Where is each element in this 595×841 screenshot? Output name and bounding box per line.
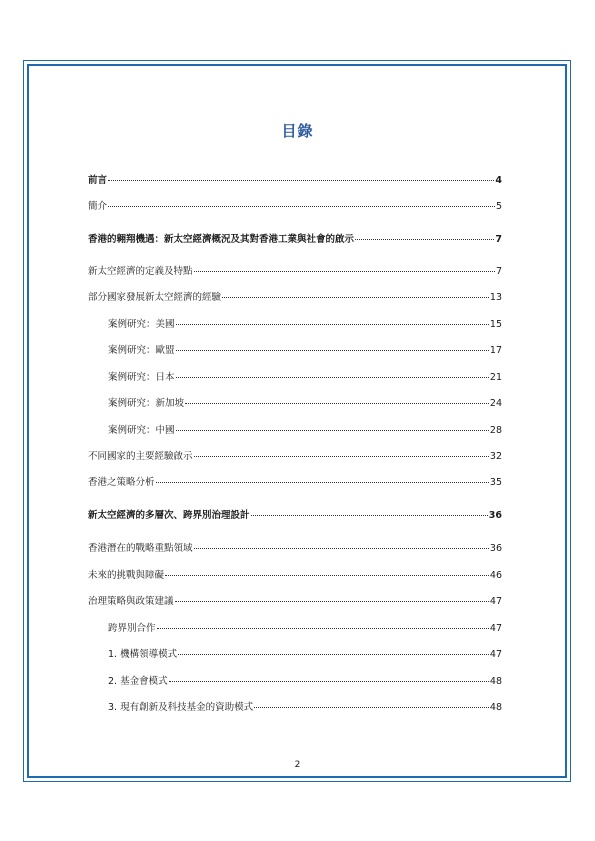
toc-entry[interactable] <box>108 425 502 437</box>
toc-entry-label: 案例研究：新加坡 <box>108 398 185 409</box>
toc-entry-page: 15 <box>489 319 502 330</box>
toc-entry[interactable] <box>108 372 502 384</box>
toc-entry-page: 21 <box>489 372 502 383</box>
toc-entry[interactable] <box>88 596 502 608</box>
toc-entry-page: 7 <box>495 266 502 277</box>
toc-entry[interactable] <box>108 702 502 714</box>
toc-entry-page: 46 <box>489 570 502 581</box>
toc-entry-label: 案例研究：日本 <box>108 372 175 383</box>
toc-entry-page: 36 <box>488 510 502 521</box>
toc-entry[interactable] <box>108 676 502 688</box>
toc-leader <box>194 456 489 457</box>
toc-leader <box>157 628 489 629</box>
toc-leader <box>254 707 489 708</box>
toc-entry-page: 24 <box>489 398 502 409</box>
toc-title: 目錄 <box>281 122 314 140</box>
toc-leader <box>175 601 489 602</box>
toc-entry[interactable] <box>88 543 502 555</box>
toc-entry[interactable] <box>88 292 502 304</box>
toc-leader <box>251 515 488 516</box>
toc-entry-page: 7 <box>495 234 502 245</box>
toc-entry-label: 香港的翱翔機遇：新太空經濟概況及其對香港工業與社會的啟示 <box>88 234 355 245</box>
toc-entry[interactable] <box>88 201 502 213</box>
toc-leader <box>178 654 489 655</box>
toc-leader <box>108 180 494 181</box>
toc-entry[interactable] <box>88 510 502 522</box>
toc-entry[interactable] <box>88 175 502 187</box>
page-number: 2 <box>294 760 301 770</box>
toc-leader <box>176 377 489 378</box>
toc-entry-label: 新太空經濟的定義及特點 <box>88 266 193 277</box>
toc-entry-label: 未來的挑戰與障礙 <box>88 570 165 581</box>
toc-leader <box>194 548 489 549</box>
toc-entry[interactable] <box>88 266 502 278</box>
toc-entry-label: 新太空經濟的多層次、跨界別治理設計 <box>88 510 250 521</box>
toc-entry-label: 前言 <box>88 175 108 186</box>
toc-leader <box>169 681 489 682</box>
toc-entry-label: 部分國家發展新太空經濟的經驗 <box>88 292 222 303</box>
toc-leader <box>108 206 495 207</box>
toc-entry-page: 48 <box>489 676 502 687</box>
toc-entry[interactable] <box>88 477 502 489</box>
toc-entry-label: 治理策略與政策建議 <box>88 596 174 607</box>
toc-entry[interactable] <box>108 345 502 357</box>
toc-leader <box>185 403 489 404</box>
toc-entry-page: 47 <box>489 596 502 607</box>
toc-entry-label: 2. 基金會模式 <box>108 676 168 687</box>
toc-entry-page: 17 <box>489 345 502 356</box>
toc-entry[interactable] <box>88 451 502 463</box>
toc-entry-label: 簡介 <box>88 201 108 212</box>
toc-leader <box>176 430 489 431</box>
toc-entry-page: 48 <box>489 702 502 713</box>
toc-entry-page: 5 <box>495 201 502 212</box>
toc-entry-page: 36 <box>489 543 502 554</box>
toc-leader <box>156 482 489 483</box>
toc-leader <box>176 350 489 351</box>
toc-entry-label: 案例研究：美國 <box>108 319 175 330</box>
page-border-inner <box>27 64 567 778</box>
toc-entry-label: 香港之策略分析 <box>88 477 155 488</box>
toc-entry-label: 案例研究：歐盟 <box>108 345 175 356</box>
toc-entry[interactable] <box>88 570 502 582</box>
toc-entry-label: 案例研究：中國 <box>108 425 175 436</box>
toc-leader <box>165 575 489 576</box>
toc-leader <box>355 239 494 240</box>
toc-entry[interactable] <box>108 649 502 661</box>
toc-leader <box>222 297 489 298</box>
toc-entry[interactable] <box>108 398 502 410</box>
toc-entry[interactable] <box>88 234 502 246</box>
toc-entry-label: 跨界別合作 <box>108 623 156 634</box>
toc-entry-page: 32 <box>489 451 502 462</box>
toc-entry-page: 35 <box>489 477 502 488</box>
toc-entry-page: 4 <box>495 175 502 186</box>
toc-entry-label: 3. 現有創新及科技基金的資助模式 <box>108 702 254 713</box>
toc-leader <box>176 324 489 325</box>
toc-entry[interactable] <box>108 623 502 635</box>
toc-leader <box>194 271 495 272</box>
toc-entry-page: 47 <box>489 649 502 660</box>
toc-entry-page: 28 <box>489 425 502 436</box>
toc-entry-page: 13 <box>489 292 502 303</box>
toc-entry-label: 香港潛在的戰略重點領域 <box>88 543 193 554</box>
toc-entry[interactable] <box>108 319 502 331</box>
toc-entry-label: 1. 機構領導模式 <box>108 649 178 660</box>
toc-entry-label: 不同國家的主要經驗啟示 <box>88 451 193 462</box>
toc-entry-page: 47 <box>489 623 502 634</box>
